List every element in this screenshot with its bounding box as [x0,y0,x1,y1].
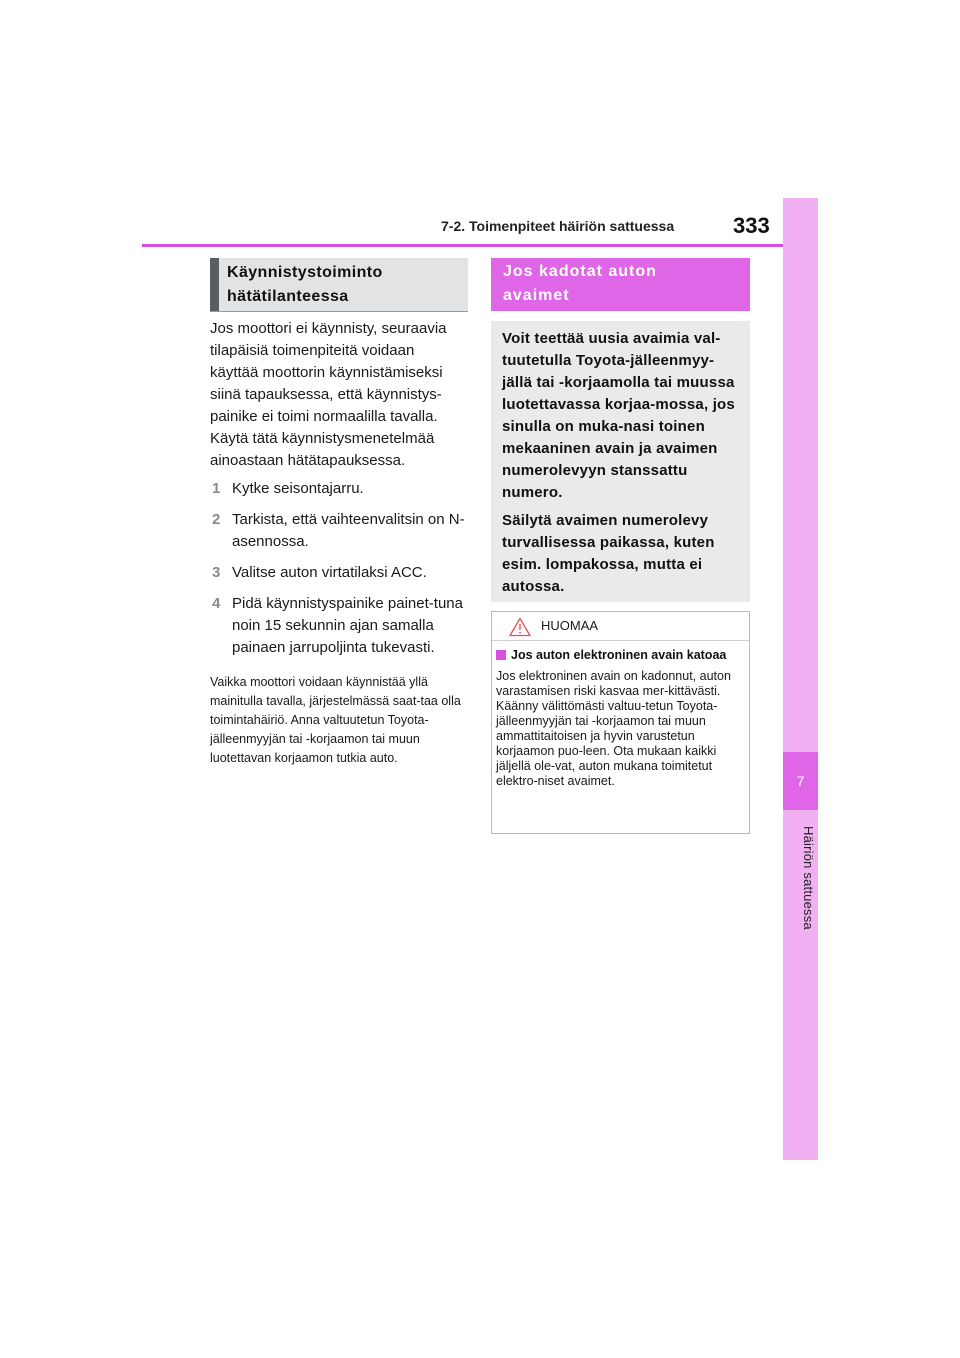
chapter-label: Häiriön sattuessa [801,826,816,930]
step-text: Valitse auton virtatilaksi ACC. [232,564,427,581]
left-section-heading [210,258,468,312]
square-bullet-icon [496,650,506,660]
intro-paragraph: Jos moottori ei käynnisty, seuraavia tilapäisiä toimenpiteitä voidaan käyttää moottorin käynnistämiseksi siinä tapauksessa, että käynnistys-painike ei toimi normaalilla tavalla. Käytä tätä käynnistysmenetelmää ainoastaan hätätapauksessa. [210,320,447,469]
left-column [210,318,466,768]
step-number: 2 [212,511,221,528]
caution-box [491,611,750,834]
right-heading-line2: avaimet [503,287,570,304]
section-title: 7-2. Toimenpiteet häiriön sattuessa [441,218,675,234]
note-paragraph: Vaikka moottori voidaan käynnistää yllä mainitulla tavalla, järjestelmässä saat-taa olla toimintahäiriö. Anna valtuutetun Toyota-jälleenmyyjän tai -korjaamon tai muun luotettavan korjaamon tutkia auto. [210,675,461,765]
step-item [210,562,466,584]
right-heading-text [503,260,742,308]
step-item [210,478,466,500]
left-heading-text [227,261,462,309]
right-heading-line1: Jos kadotat auton [503,263,657,280]
caution-subheading [496,648,741,663]
step-text: Pidä käynnistyspainike painet-tuna noin 15 sekunnin ajan samalla painaen jarrupoljinta tukevasti. [232,595,463,656]
step-item [210,509,466,553]
info-paragraph-2: Säilytä avaimen numerolevy turvallisessa paikassa, kuten esim. lompakossa, mutta ei autossa. [502,512,715,595]
info-paragraph-1: Voit teettää uusia avaimia val-tuutetulla Toyota-jälleenmyy-jällä tai -korjaamolla tai muussa luotettavassa korjaa-mossa, jos sinulla on muka-nasi toinen mekaaninen avain ja avaimen numerolevyyn stanssattu numero. [502,330,735,501]
page-number: 333 [733,213,770,238]
step-number: 3 [212,564,221,581]
caution-body [492,641,749,789]
caution-header [492,612,749,641]
left-heading-line1: Käynnistystoiminto [227,264,383,281]
header-rule [142,244,783,247]
chapter-side-tab [783,198,818,1160]
right-section-heading [491,258,750,311]
step-number: 1 [212,480,221,497]
info-box [491,321,750,602]
caution-text: Jos elektroninen avain on kadonnut, auton varastamisen riski kasvaa mer-kittävästi. Käänny välittömästi valtuu-tetun Toyota-jälleenmyyjän tai -korjaamon tai muun ammattitaitoisen ja hyvin varustetun korjaamon puo-leen. Ota mukaan kaikki jäljellä ole-vat, auton mukana toimitetut elektro-niset avaimet. [496,669,731,788]
heading-accent-bar [210,258,219,311]
caution-title: HUOMAA [541,618,599,633]
step-text: Tarkista, että vaihteenvalitsin on N-asennossa. [232,511,465,550]
caution-subheading-text: Jos auton elektroninen avain katoaa [511,648,727,662]
step-number: 4 [212,595,221,612]
chapter-number-badge: 7 [783,752,818,810]
step-text: Kytke seisontajarru. [232,480,364,497]
left-heading-line2: hätätilanteessa [227,288,349,305]
step-list [210,478,466,659]
warning-triangle-icon [509,617,531,637]
step-item [210,593,466,659]
